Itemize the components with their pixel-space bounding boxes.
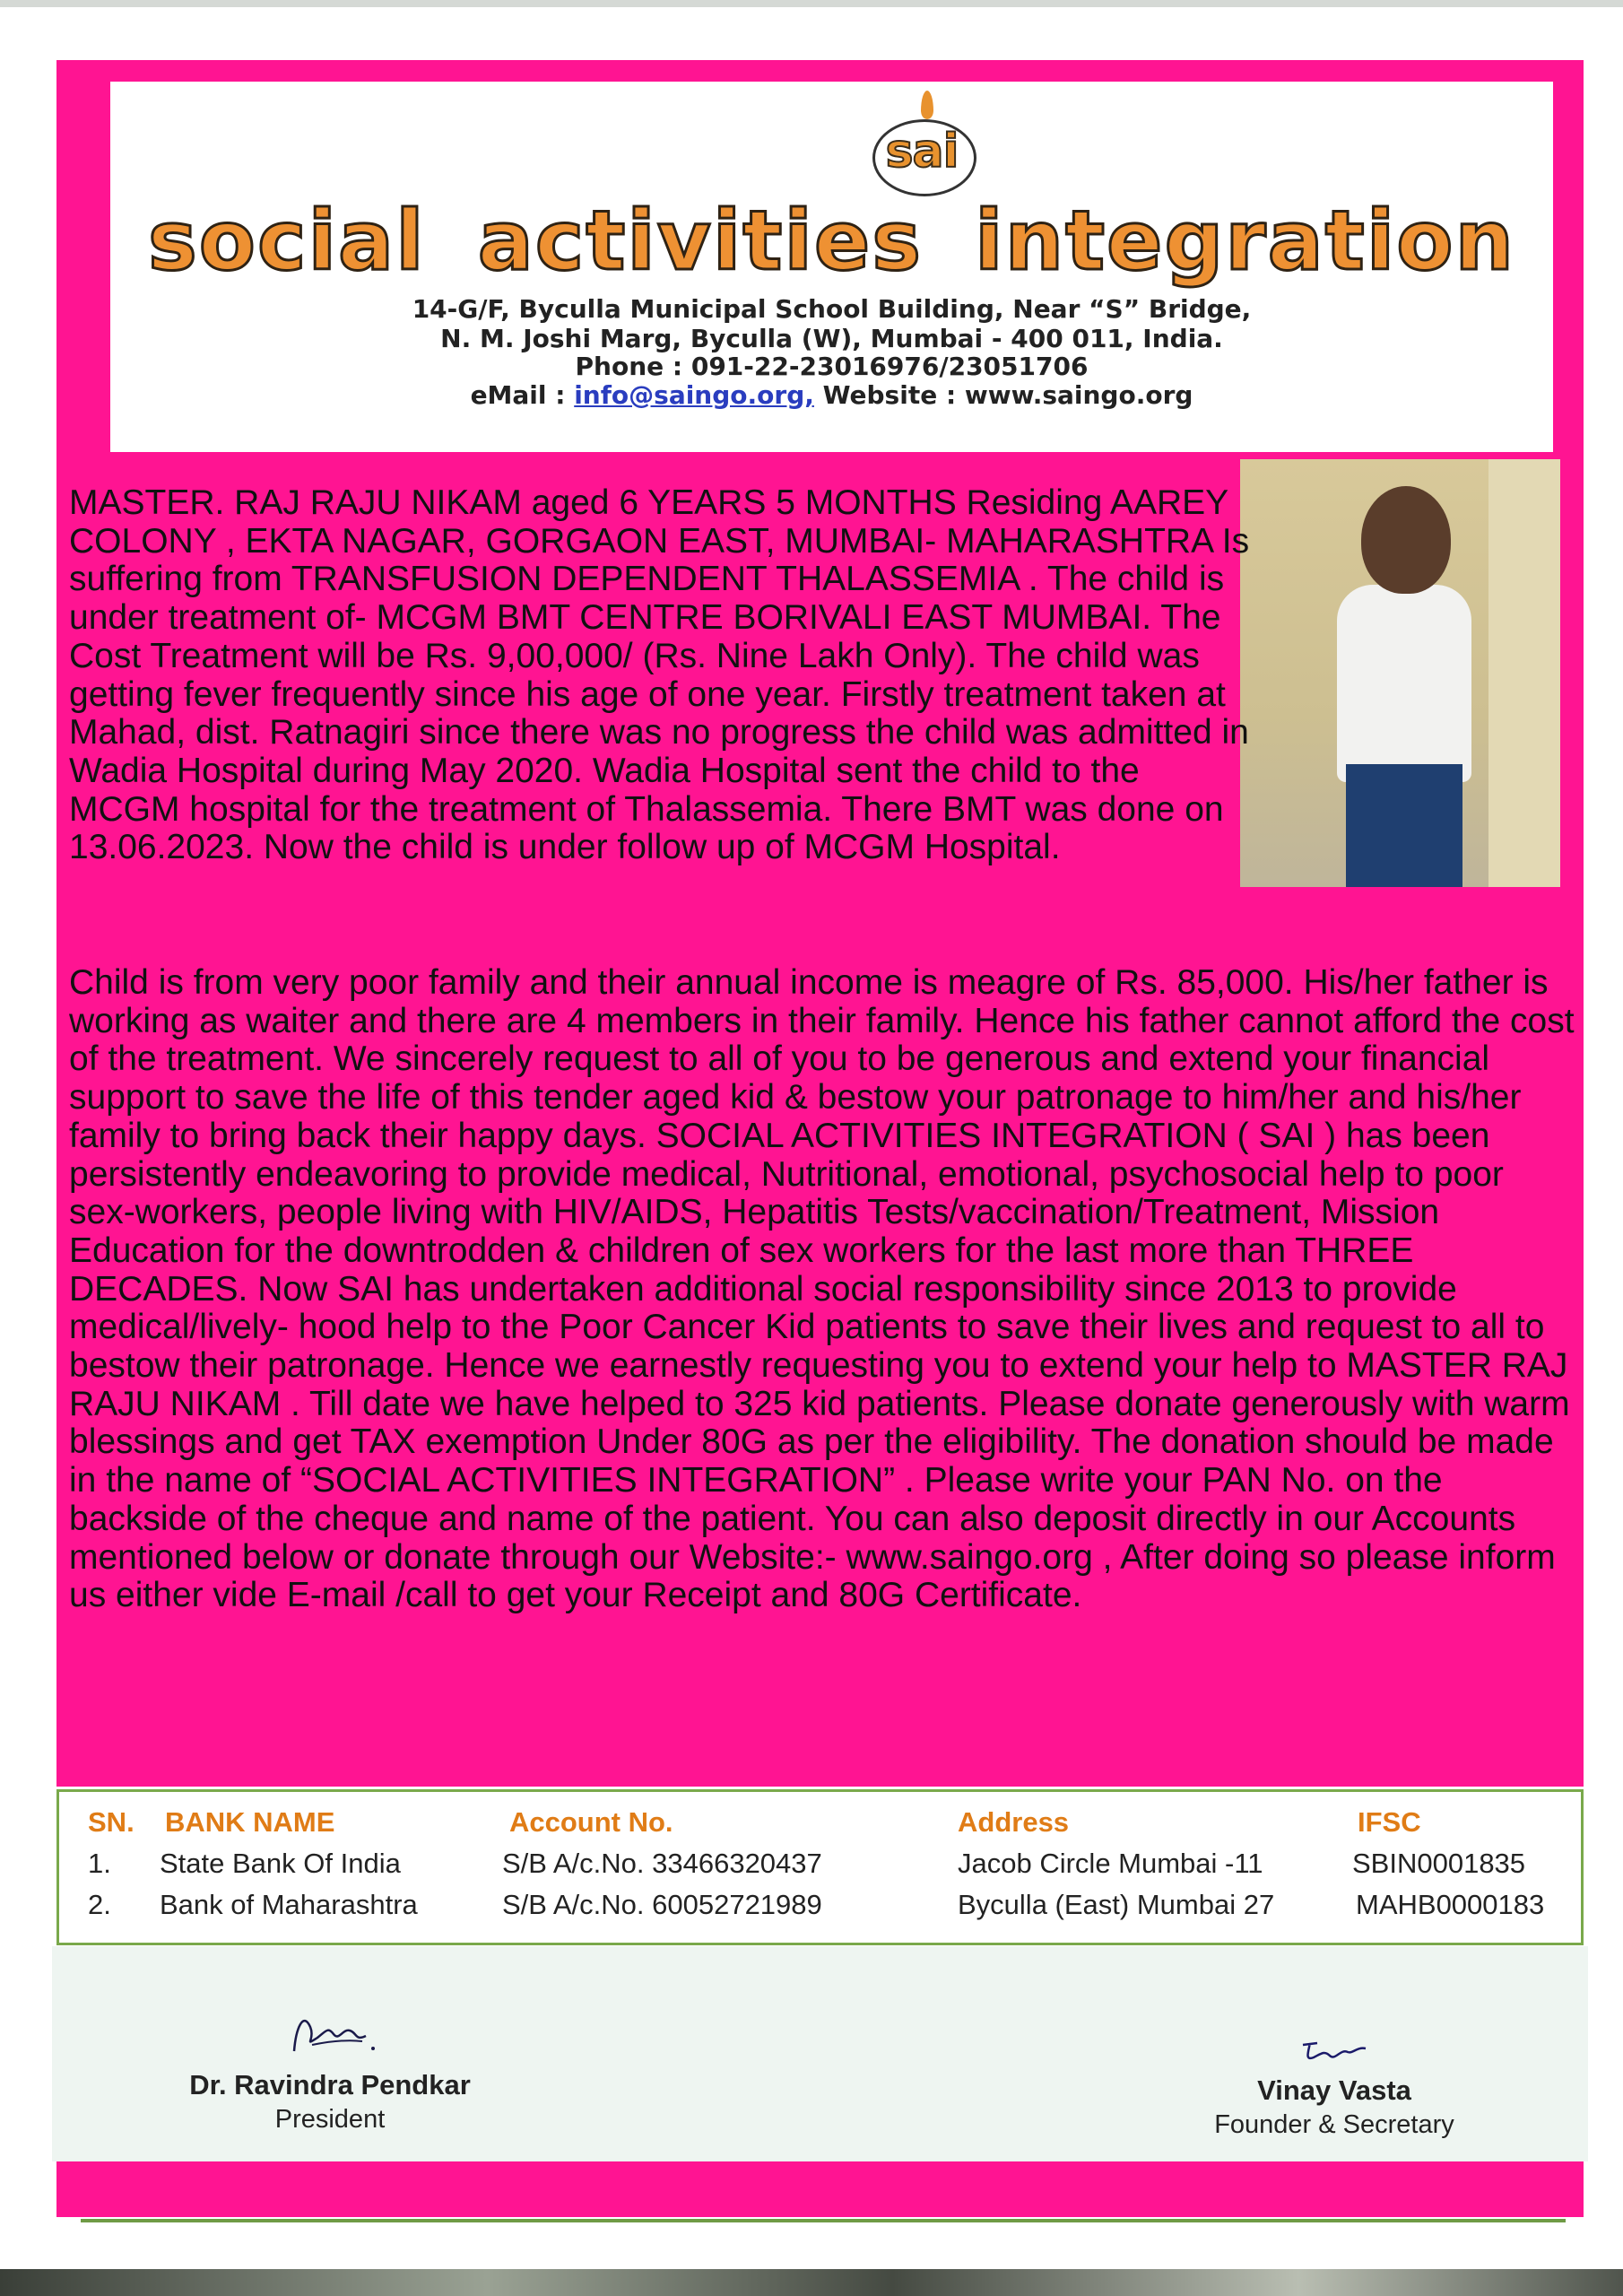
footer-rule xyxy=(81,2219,1566,2222)
appeal-paragraph: Child is from very poor family and their annual income is meagre of Rs. 85,000. His/her father is working as waiter and there are 4 members in their family. Hence his father cannot afford the cost of the treatment. We sincerely request to all of you to be generous and extend your financial support to save the life of this tender aged kid & bestow your patronage to him/her and his/her family to bring back their happy days. SOCIAL ACTIVITIES INTEGRATION ( SAI ) has been persistently endeavoring to provide medical, Nutritional, emotional, psychosocial help to poor sex-workers, people living with HIV/AIDS, Hepatitis Tests/vaccination/Treatment, Mission Education for the downtrodden & children of sex workers for the last more than THREE DECADES. Now SAI has undertaken additional social responsibility since 2013 to provide medical/lively- hood help to the Poor Cancer Kid patients to save their lives and request to all to bestow their patronage. Hence we earnestly requesting you to extend your help to MASTER RAJ RAJU NIKAM . Till date we have helped to 325 kid patients. Please donate generously with warm blessings and get TAX exemption Under 80G as per the eligibility. The donation should be made in the name of “SOCIAL ACTIVITIES INTEGRATION” . Please write your PAN No. on the backside of the cheque and name of the patient. You can also deposit directly in our Accounts mentioned below or donate through our Website:- www.saingo.org , After doing so please inform us either vide E-mail /call to get your Receipt and 80G Certificate. xyxy=(69,963,1575,1615)
email-line xyxy=(110,380,1553,410)
email-label: eMail : xyxy=(470,380,575,410)
website-text: Website : www.saingo.org xyxy=(813,380,1193,410)
footer-band xyxy=(56,2161,1584,2217)
scan-edge-top xyxy=(0,0,1623,7)
patient-details-paragraph: MASTER. RAJ RAJU NIKAM aged 6 YEARS 5 MONTHS Residing AAREY COLONY , EKTA NAGAR, GORGAON EAST, MUMBAI- MAHARASHTRA Is suffering from TRANSFUSION DEPENDENT THALASSEMIA . The child is under treatment of- MCGM BMT CENTRE BORIVALI EAST MUMBAI. The Cost Treatment will be Rs. 9,00,000/ (Rs. Nine Lakh Only). The child was getting fever frequently since his age of one year. Firstly treatment taken at Mahad, dist. Ratnagiri since there was no progress the child was admitted in Wadia Hospital during May 2020. Wadia Hospital sent the child to the MCGM hospital for the treatment of Thalassemia. There BMT was done on 13.06.2023. Now the child is under follow up of MCGM Hospital. xyxy=(69,483,1250,867)
letterhead xyxy=(110,82,1553,452)
signature-block xyxy=(52,1946,1588,2161)
signatory-name: Vinay Vasta xyxy=(1257,2074,1411,2106)
row-2-account-no: S/B A/c.No. 60052721989 xyxy=(502,1889,822,1920)
signatory-name: Dr. Ravindra Pendkar xyxy=(189,2069,471,2100)
col-header-account-no: Account No. xyxy=(509,1806,673,1838)
col-header-sn: SN. xyxy=(88,1806,135,1838)
phone-line: Phone : 091-22-23016976/23051706 xyxy=(575,352,1089,381)
row-2-ifsc: MAHB0000183 xyxy=(1356,1889,1545,1920)
col-header-address: Address xyxy=(958,1806,1070,1838)
col-header-ifsc: IFSC xyxy=(1358,1806,1421,1838)
row-2-sn: 2. xyxy=(88,1889,111,1920)
sai-logo xyxy=(846,91,1007,207)
signature-image xyxy=(276,2002,384,2065)
bank-details-table xyxy=(56,1789,1584,1945)
signatory-founder xyxy=(1191,2034,1478,2140)
row-2-bank-name: Bank of Maharashtra xyxy=(160,1889,418,1920)
row-1-bank-name: State Bank Of India xyxy=(160,1848,401,1879)
email-link[interactable]: info@saingo.org, xyxy=(574,380,814,410)
col-header-bank-name: BANK NAME xyxy=(165,1806,335,1838)
patient-photo xyxy=(1240,459,1560,887)
address-line-2: N. M. Joshi Marg, Byculla (W), Mumbai - 400 011, India. xyxy=(440,324,1223,353)
row-1-ifsc: SBIN0001835 xyxy=(1352,1848,1526,1879)
logo-text: sai xyxy=(885,125,959,178)
signatory-role: Founder & Secretary xyxy=(1214,2110,1454,2139)
signatory-president xyxy=(178,2002,482,2135)
flame-icon xyxy=(921,91,933,119)
scan-edge-bottom xyxy=(0,2269,1623,2296)
signature-image xyxy=(1294,2034,1375,2070)
row-2-address: Byculla (East) Mumbai 27 xyxy=(958,1889,1275,1920)
row-1-sn: 1. xyxy=(88,1848,111,1879)
row-1-account-no: S/B A/c.No. 33466320437 xyxy=(502,1848,822,1879)
row-1-address: Jacob Circle Mumbai -11 xyxy=(958,1848,1263,1879)
signatory-role: President xyxy=(274,2105,386,2134)
org-name: social activities integration xyxy=(148,193,1515,289)
address-line-1: 14-G/F, Byculla Municipal School Building, Near “S” Bridge, xyxy=(412,294,1252,324)
